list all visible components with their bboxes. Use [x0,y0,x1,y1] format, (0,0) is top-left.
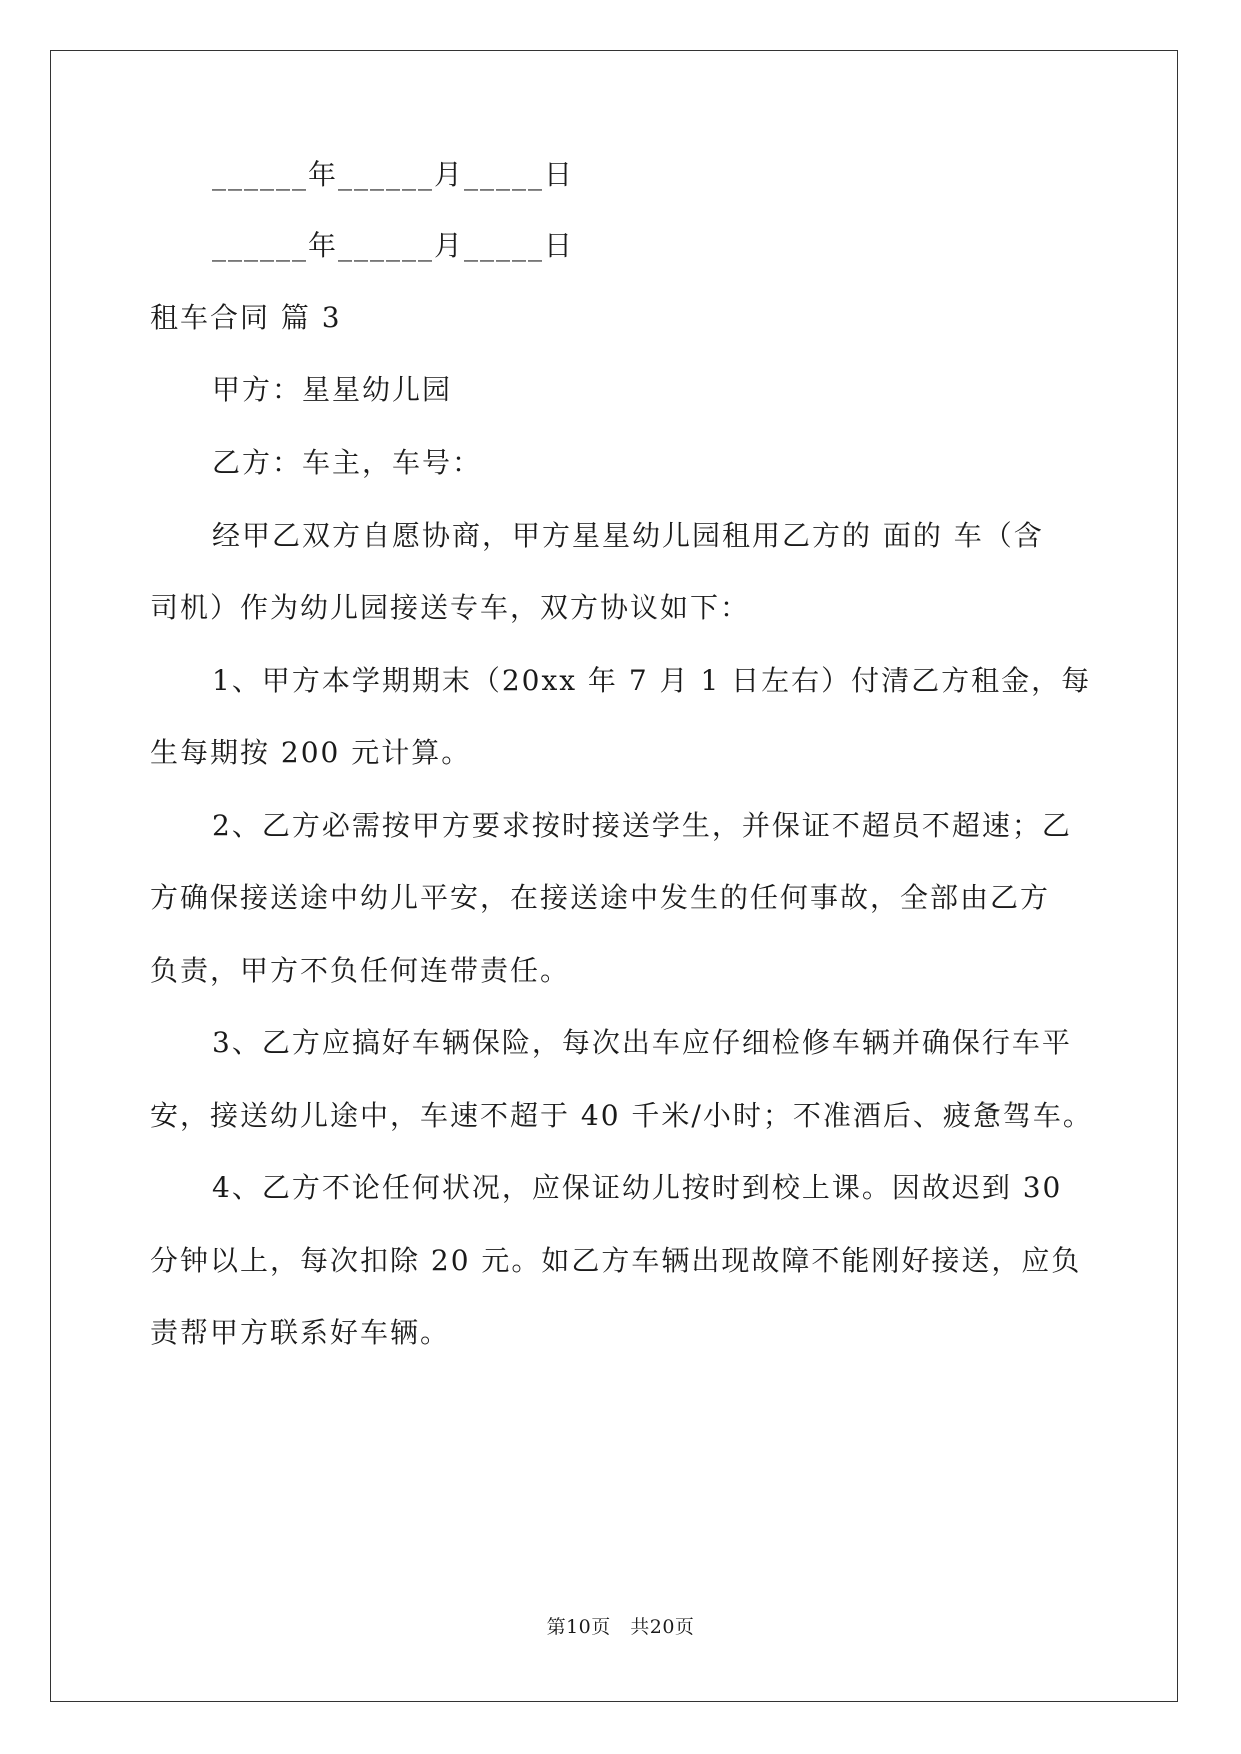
clause-4-line: 分钟以上，每次扣除 20 元。如乙方车辆出现故障不能刚好接送，应负 [150,1244,1082,1277]
clause-3-line: 3、乙方应搞好车辆保险，每次出车应仔细检修车辆并确保行车平 [212,1026,1072,1059]
page-number-footer: 第10页 共20页 [546,1616,695,1638]
party-b: 乙方：车主，车号： [212,446,483,479]
clause-3-line: 安，接送幼儿途中，车速不超于 40 千米/小时；不准酒后、疲惫驾车。 [150,1099,1093,1132]
date-line-2: ______年______月_____日 [212,229,575,262]
clause-1-line: 生每期按 200 元计算。 [150,736,472,769]
clause-2-line: 负责，甲方不负任何连带责任。 [150,954,571,987]
clause-1-line: 1、甲方本学期期末（20xx 年 7 月 1 日左右）付清乙方租金，每 [212,664,1092,697]
clause-2-line: 2、乙方必需按甲方要求按时接送学生，并保证不超员不超速；乙 [212,809,1072,842]
paragraph-line: 经甲乙双方自愿协商，甲方星星幼儿园租用乙方的 面的 车（含 [212,519,1044,552]
clause-4-line: 4、乙方不论任何状况，应保证幼儿按时到校上课。因故迟到 30 [212,1171,1063,1204]
party-a: 甲方：星星幼儿园 [212,373,453,406]
clause-4-line: 责帮甲方联系好车辆。 [150,1316,451,1349]
paragraph-line: 司机）作为幼儿园接送专车，双方协议如下： [150,591,751,624]
date-line-1: ______年______月_____日 [212,158,575,191]
clause-2-line: 方确保接送途中幼儿平安，在接送途中发生的任何事故，全部由乙方 [150,881,1051,914]
section-title: 租车合同 篇 3 [150,301,342,334]
